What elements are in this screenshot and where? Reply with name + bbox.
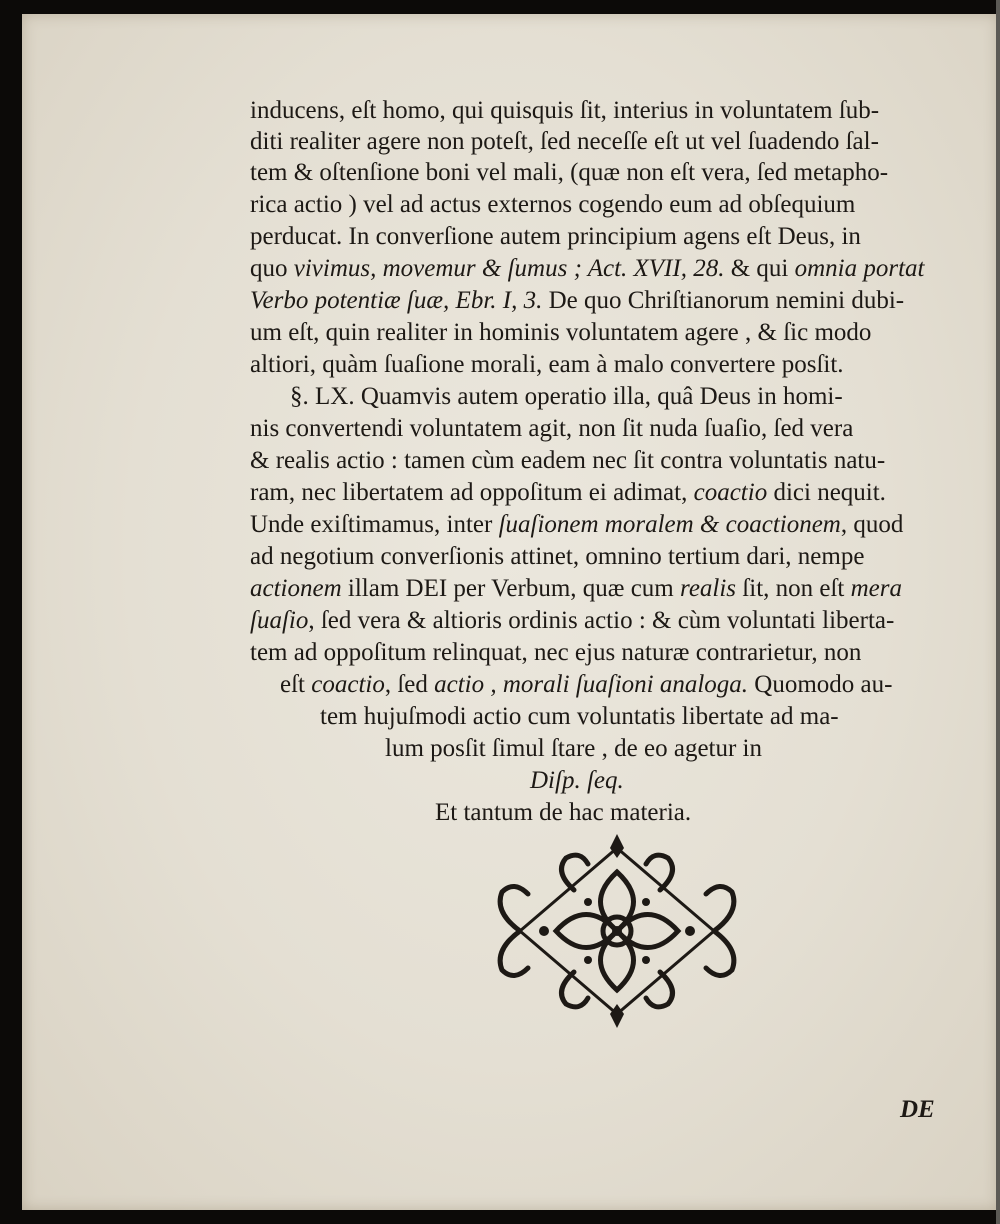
text-run: tem hujuſmodi actio cum voluntatis libertate ad ma- — [320, 703, 839, 730]
text-line — [280, 670, 892, 700]
text-line — [435, 798, 691, 828]
text-line — [250, 96, 879, 126]
text-run: tem ad oppoſitum relinquat, nec ejus naturæ contrarietur, non — [250, 639, 862, 666]
text-run: inducens, eſt homo, qui quisquis ſit, interius in voluntatem ſub- — [250, 97, 880, 124]
text-line — [250, 127, 879, 157]
text-line — [250, 606, 894, 636]
text-run: Quomodo au- — [748, 671, 893, 698]
text-run: , quod — [840, 511, 904, 538]
text-line — [290, 382, 843, 412]
text-run: dici nequit. — [767, 479, 886, 506]
text-line — [530, 766, 624, 796]
text-run: ad negotium converſionis attinet, omnino tertium dari, nempe — [250, 543, 865, 570]
text-line — [250, 446, 885, 476]
text-line — [320, 702, 839, 732]
floral-ornament-icon — [484, 832, 750, 1030]
text-line — [250, 350, 844, 380]
text-run: ram, nec libertatem ad oppoſitum ei adimat, — [250, 479, 694, 506]
text-line — [250, 478, 886, 508]
text-run: tem & oſtenſione boni vel mali, (quæ non eſt vera, ſed metapho- — [250, 159, 889, 186]
text-run: rica actio ) vel ad actus externos cogendo eum ad obſequium — [250, 191, 856, 218]
text-run: Et tantum de hac materia. — [435, 799, 692, 826]
italic-run: Verbo potentiæ ſuæ, Ebr. I, 3. — [250, 287, 543, 314]
italic-run: coactio — [693, 479, 768, 506]
italic-run: coactio — [311, 671, 385, 698]
text-run: perducat. In converſione autem principium agens eſt Deus, in — [250, 223, 861, 250]
text-run: eſt — [280, 671, 312, 698]
text-line — [250, 510, 903, 540]
text-line — [250, 158, 888, 188]
text-run: & realis actio : tamen cùm eadem nec ſit contra voluntatis natu- — [250, 447, 886, 474]
text-run: , ſed — [384, 671, 435, 698]
text-run: diti realiter agere non poteſt, ſed neceſſe eſt ut vel ſuadendo ſal- — [250, 128, 879, 155]
italic-run: omnia portat — [794, 255, 925, 282]
italic-run: realis — [680, 575, 737, 602]
italic-run: actio , morali ſuaſioni analoga. — [434, 671, 749, 698]
italic-run: Diſp. ſeq. — [530, 767, 624, 794]
italic-run: vivimus, movemur & ſumus ; Act. XVII, 28. — [293, 255, 725, 282]
italic-run: ſuaſionem moralem & coactionem — [498, 511, 841, 538]
text-run: De quo Chriſtianorum nemini dubi- — [542, 287, 905, 314]
text-line — [385, 734, 762, 764]
text-line — [250, 414, 853, 444]
text-run: um eſt, quin realiter in hominis voluntatem agere , & ſic modo — [250, 319, 872, 346]
text-run: illam DEI per Verbum, quæ cum — [341, 575, 681, 602]
italic-run: actionem — [250, 575, 342, 602]
text-line — [250, 190, 855, 220]
text-line — [250, 574, 902, 604]
italic-run: ſuaſio — [250, 607, 309, 634]
catchword: DE — [900, 1096, 935, 1123]
text-line — [250, 542, 864, 572]
text-run: §. LX. Quamvis autem operatio illa, quâ Deus in homi- — [290, 383, 843, 410]
italic-run: mera — [850, 575, 903, 602]
text-run: ſit, non eſt — [736, 575, 851, 602]
text-line — [250, 286, 904, 316]
page-edge — [996, 0, 1000, 1224]
text-run: , ſed vera & altioris ordinis actio : & cùm voluntati liberta- — [308, 607, 895, 634]
text-run: nis convertendi voluntatem agit, non ſit nuda ſuaſio, ſed vera — [250, 415, 854, 442]
text-run: lum posſit ſimul ſtare , de eo agetur in — [385, 735, 763, 762]
text-run: quo — [250, 255, 294, 282]
book-page — [22, 14, 998, 1210]
text-line — [250, 222, 861, 252]
text-run: altiori, quàm ſuaſione morali, eam à malo convertere posſit. — [250, 351, 844, 378]
text-line — [250, 318, 871, 348]
text-run: & qui — [724, 255, 795, 282]
text-line — [250, 254, 924, 284]
text-run: Unde exiſtimamus, inter — [250, 511, 499, 538]
text-line — [250, 638, 861, 668]
